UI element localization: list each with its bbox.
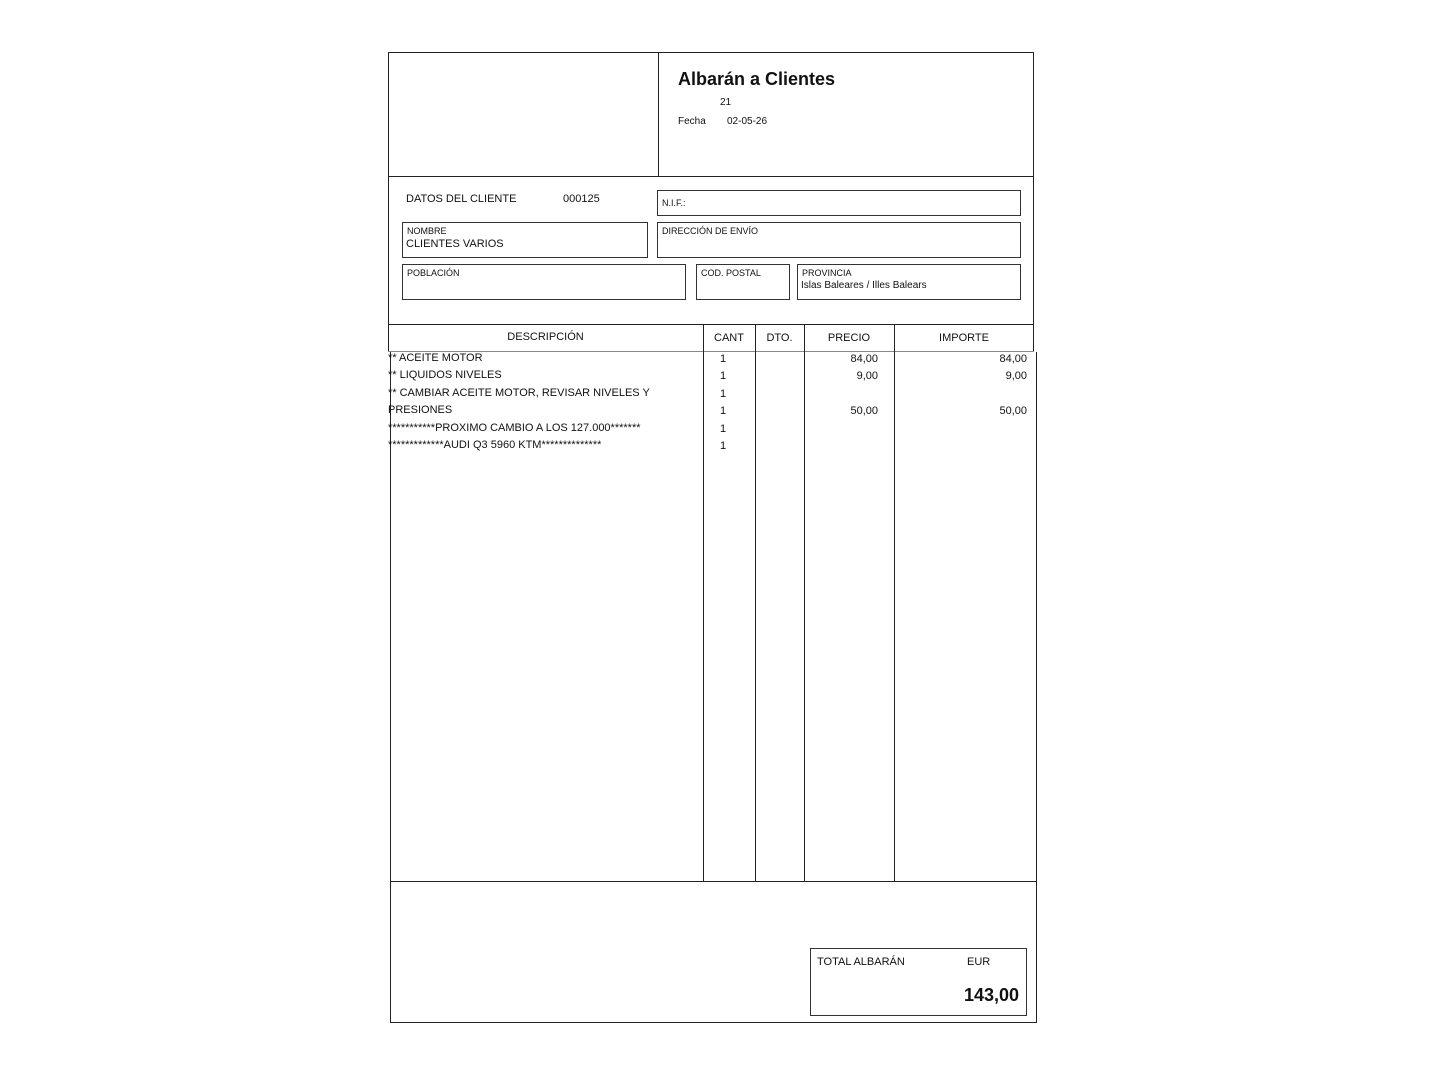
row-description: ** ACEITE MOTOR	[388, 352, 483, 364]
nombre-field	[402, 222, 648, 258]
row-price: 9,00	[856, 370, 878, 382]
cod-postal-field	[696, 264, 790, 300]
table-row	[388, 404, 1034, 422]
cod-postal-label: COD. POSTAL	[701, 268, 761, 278]
row-description: PRESIONES	[388, 404, 453, 416]
poblacion-label: POBLACIÓN	[407, 268, 460, 278]
header-divider	[658, 52, 659, 176]
date-label: Fecha	[678, 116, 706, 127]
table-row	[388, 422, 1034, 440]
header-precio: PRECIO	[827, 332, 871, 344]
nombre-label: NOMBRE	[407, 226, 447, 236]
row-description: *************AUDI Q3 5960 KTM**************	[388, 439, 602, 451]
total-currency: EUR	[967, 956, 991, 968]
frame-top-line	[388, 52, 1034, 53]
header-cant: CANT	[714, 332, 744, 344]
table-bottom-line	[390, 881, 1037, 882]
provincia-label: PROVINCIA	[802, 268, 852, 278]
provincia-field	[797, 264, 1021, 300]
row-description: ***********PROXIMO CAMBIO A LOS 127.000*******	[388, 422, 641, 434]
header-bottom-line	[388, 176, 1034, 177]
document-number: 21	[720, 97, 732, 108]
date-value: 02-05-26	[727, 116, 768, 127]
delivery-note-document	[388, 52, 1036, 1023]
direccion-field	[657, 222, 1021, 258]
row-amount: 84,00	[999, 353, 1027, 365]
total-box	[810, 948, 1027, 1016]
header-importe: IMPORTE	[939, 332, 989, 344]
frame-left-line-upper	[388, 52, 389, 352]
row-quantity: 1	[719, 388, 727, 400]
row-description: ** CAMBIAR ACEITE MOTOR, REVISAR NIVELES Y	[388, 387, 650, 399]
table-top-line	[388, 324, 1034, 325]
row-quantity: 1	[719, 370, 727, 382]
frame-bottom-line	[390, 1022, 1037, 1023]
client-code: 000125	[563, 193, 600, 205]
row-quantity: 1	[719, 353, 727, 365]
total-amount: 143,00	[963, 985, 1019, 1005]
row-price: 50,00	[850, 405, 878, 417]
table-row	[388, 387, 1034, 405]
row-quantity: 1	[719, 423, 727, 435]
header-descripcion: DESCRIPCIÓN	[507, 331, 584, 343]
table-row	[388, 352, 1034, 370]
total-label: TOTAL ALBARÁN	[817, 956, 905, 968]
row-quantity: 1	[719, 440, 727, 452]
table-row	[388, 369, 1034, 387]
nif-field	[657, 190, 1021, 216]
client-section-label: DATOS DEL CLIENTE	[406, 193, 517, 205]
row-amount: 9,00	[1005, 370, 1027, 382]
frame-right-line-upper	[1033, 52, 1034, 352]
row-description: ** LIQUIDOS NIVELES	[388, 369, 502, 381]
provincia-value: Islas Baleares / Illes Balears	[801, 280, 927, 291]
table-row	[388, 439, 1034, 457]
header-dto: DTO.	[766, 332, 793, 344]
document-title: Albarán a Clientes	[678, 69, 836, 89]
poblacion-field	[402, 264, 686, 300]
nif-label: N.I.F.:	[662, 198, 686, 208]
direccion-label: DIRECCIÓN DE ENVÍO	[662, 226, 759, 236]
row-amount: 50,00	[999, 405, 1027, 417]
frame-right-line-lower	[1036, 352, 1037, 1023]
row-price: 84,00	[850, 353, 878, 365]
nombre-value: CLIENTES VARIOS	[406, 238, 504, 250]
row-quantity: 1	[719, 405, 727, 417]
